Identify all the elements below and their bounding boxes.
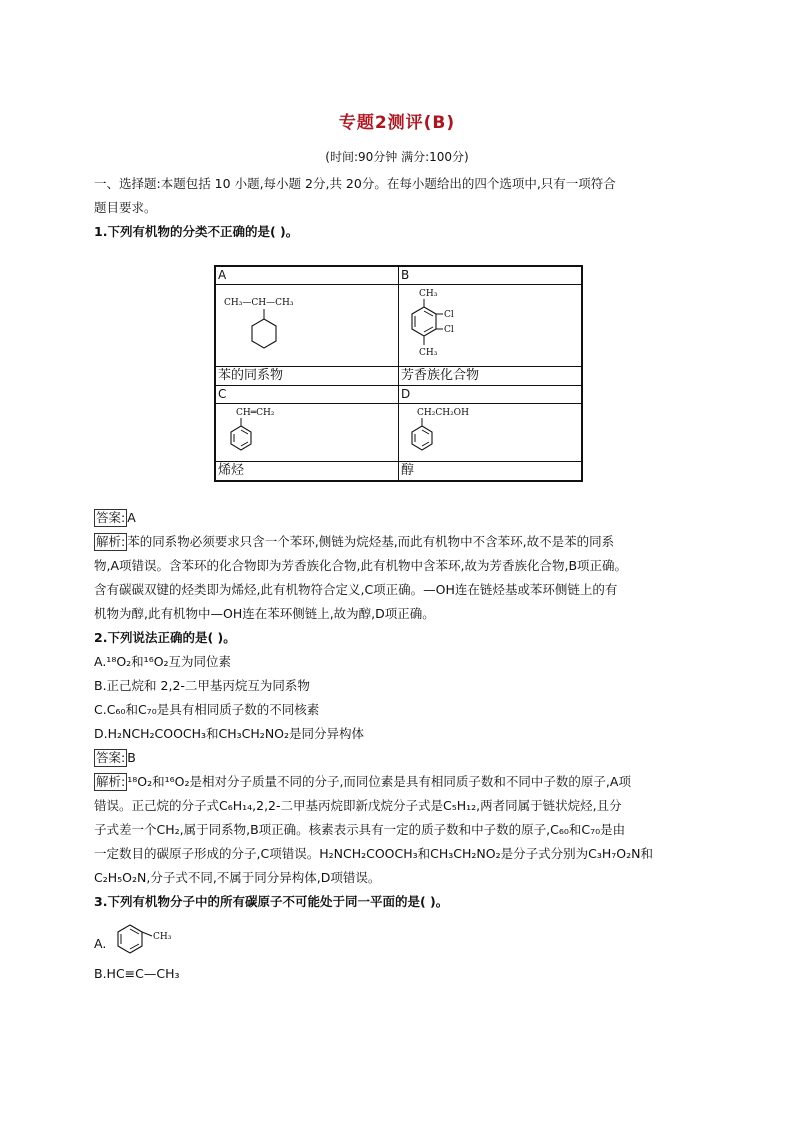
- option-b-bottom-methyl: CH₃: [419, 348, 438, 358]
- section-heading-line2: 题目要求。: [94, 200, 157, 215]
- analysis-tag: 解析:: [96, 774, 126, 789]
- styrene-structure: [218, 404, 396, 458]
- option-a-letter: A: [215, 266, 399, 285]
- option-d-formula: CH₂CH₂OH: [417, 408, 469, 418]
- question-1-analysis-line4: 机物为醇,此有机物中—OH连在苯环侧链上,故为醇,D项正确。: [94, 606, 435, 621]
- phenylethanol-structure: [401, 404, 579, 458]
- option-b-chlorine-1: Cl: [444, 310, 454, 320]
- option-d-structure: [399, 404, 583, 462]
- question-2-answer: [94, 746, 714, 770]
- answer-value: A: [127, 510, 136, 525]
- answer-tag: 答案:: [96, 510, 126, 525]
- question-3-option-a: [94, 922, 714, 956]
- dichloro-dimethylbenzene-structure: [401, 285, 579, 363]
- cyclohexane-ring: [252, 319, 276, 348]
- isopropylcyclohexane-structure: [218, 285, 396, 363]
- analysis-text: ¹⁸O₂和¹⁶O₂是相对分子质量不同的分子,而同位素是具有相同质子数和不同中子数的原子,A项: [127, 774, 631, 789]
- question-2-analysis-line1: [94, 770, 714, 794]
- analysis-text: 苯的同系物必须要求只含一个苯环,侧链为烷烃基,而此有机物中不含苯环,故不是苯的同系: [127, 534, 615, 549]
- question-2-analysis-line4: 一定数目的碳原子形成的分子,C项错误。H₂NCH₂COOCH₃和CH₃CH₂NO₂是分子式分别为C₃H₇O₂N和: [94, 846, 653, 861]
- question-1-analysis-line2: 物,A项错误。含苯环的化合物即为芳香族化合物,此有机物中含苯环,故为芳香族化合物,B项正确。: [94, 558, 628, 573]
- option-a-formula: CH₃—CH—CH₃: [224, 298, 294, 308]
- option-a-letter: A.: [94, 936, 107, 951]
- question-3-stem: 3.下列有机物分子中的所有碳原子不可能处于同一平面的是( )。: [94, 894, 449, 909]
- option-b-chlorine-2: Cl: [444, 325, 454, 335]
- question-1-options-table: [214, 265, 583, 482]
- question-2-analysis-line5: C₂H₅O₂N,分子式不同,不属于同分异构体,D项错误。: [94, 870, 381, 885]
- question-1-analysis-line1: [94, 530, 714, 554]
- question-2-option-d: D.H₂NCH₂COOCH₃和CH₃CH₂NO₂是同分异构体: [94, 726, 365, 741]
- question-1-analysis-line3: 含有碳碳双键的烃类即为烯烃,此有机物符合定义,C项正确。—OH连在链烃基或苯环侧链上的有: [94, 582, 618, 597]
- option-c-letter: C: [215, 386, 399, 404]
- option-c-label: 烯烃: [215, 462, 399, 482]
- question-2-option-c: C.C₆₀和C₇₀是具有相同质子数的不同核素: [94, 702, 320, 717]
- question-2-analysis-line3: 子式差一个CH₂,属于同系物,B项正确。核素表示具有一定的质子数和中子数的原子,C₆₀和C₇₀是由: [94, 822, 626, 837]
- option-c-structure: [215, 404, 399, 462]
- option-b-top-methyl: CH₃: [419, 289, 438, 299]
- option-a-label: 苯的同系物: [215, 367, 399, 386]
- question-3-option-b: B.HC≡C—CH₃: [94, 966, 180, 981]
- analysis-tag: 解析:: [96, 534, 126, 549]
- option-a-structure: [215, 285, 399, 367]
- question-1-answer: [94, 506, 714, 530]
- option-d-letter: D: [399, 386, 583, 404]
- question-2-analysis-line2: 错误。正己烷的分子式C₆H₁₄,2,2-二甲基丙烷即新戊烷分子式是C₅H₁₂,两者同属于链状烷烃,且分: [94, 798, 622, 813]
- question-2-stem: 2.下列说法正确的是( )。: [94, 630, 236, 645]
- answer-tag: 答案:: [96, 750, 126, 765]
- methyl-label: CH₃: [153, 932, 172, 942]
- option-d-label: 醇: [399, 462, 583, 482]
- toluene-structure: [114, 922, 204, 956]
- page-title: 专题2测评(B): [338, 113, 456, 133]
- section-heading-line1: 一、选择题:本题包括 10 小题,每小题 2分,共 20分。在每小题给出的四个选项中,只有一项符合: [94, 176, 616, 191]
- option-c-formula: CH═CH₂: [236, 408, 275, 418]
- question-2-option-b: B.正己烷和 2,2-二甲基丙烷互为同系物: [94, 678, 310, 693]
- question-2-option-a: A.¹⁸O₂和¹⁶O₂互为同位素: [94, 654, 232, 669]
- option-b-structure: [399, 285, 583, 367]
- question-1-stem: 1.下列有机物的分类不正确的是( )。: [94, 224, 299, 239]
- exam-info: (时间:90分钟 满分:100分): [325, 150, 469, 164]
- option-b-label: 芳香族化合物: [399, 367, 583, 386]
- option-b-letter: B: [399, 266, 583, 285]
- answer-value: B: [127, 750, 136, 765]
